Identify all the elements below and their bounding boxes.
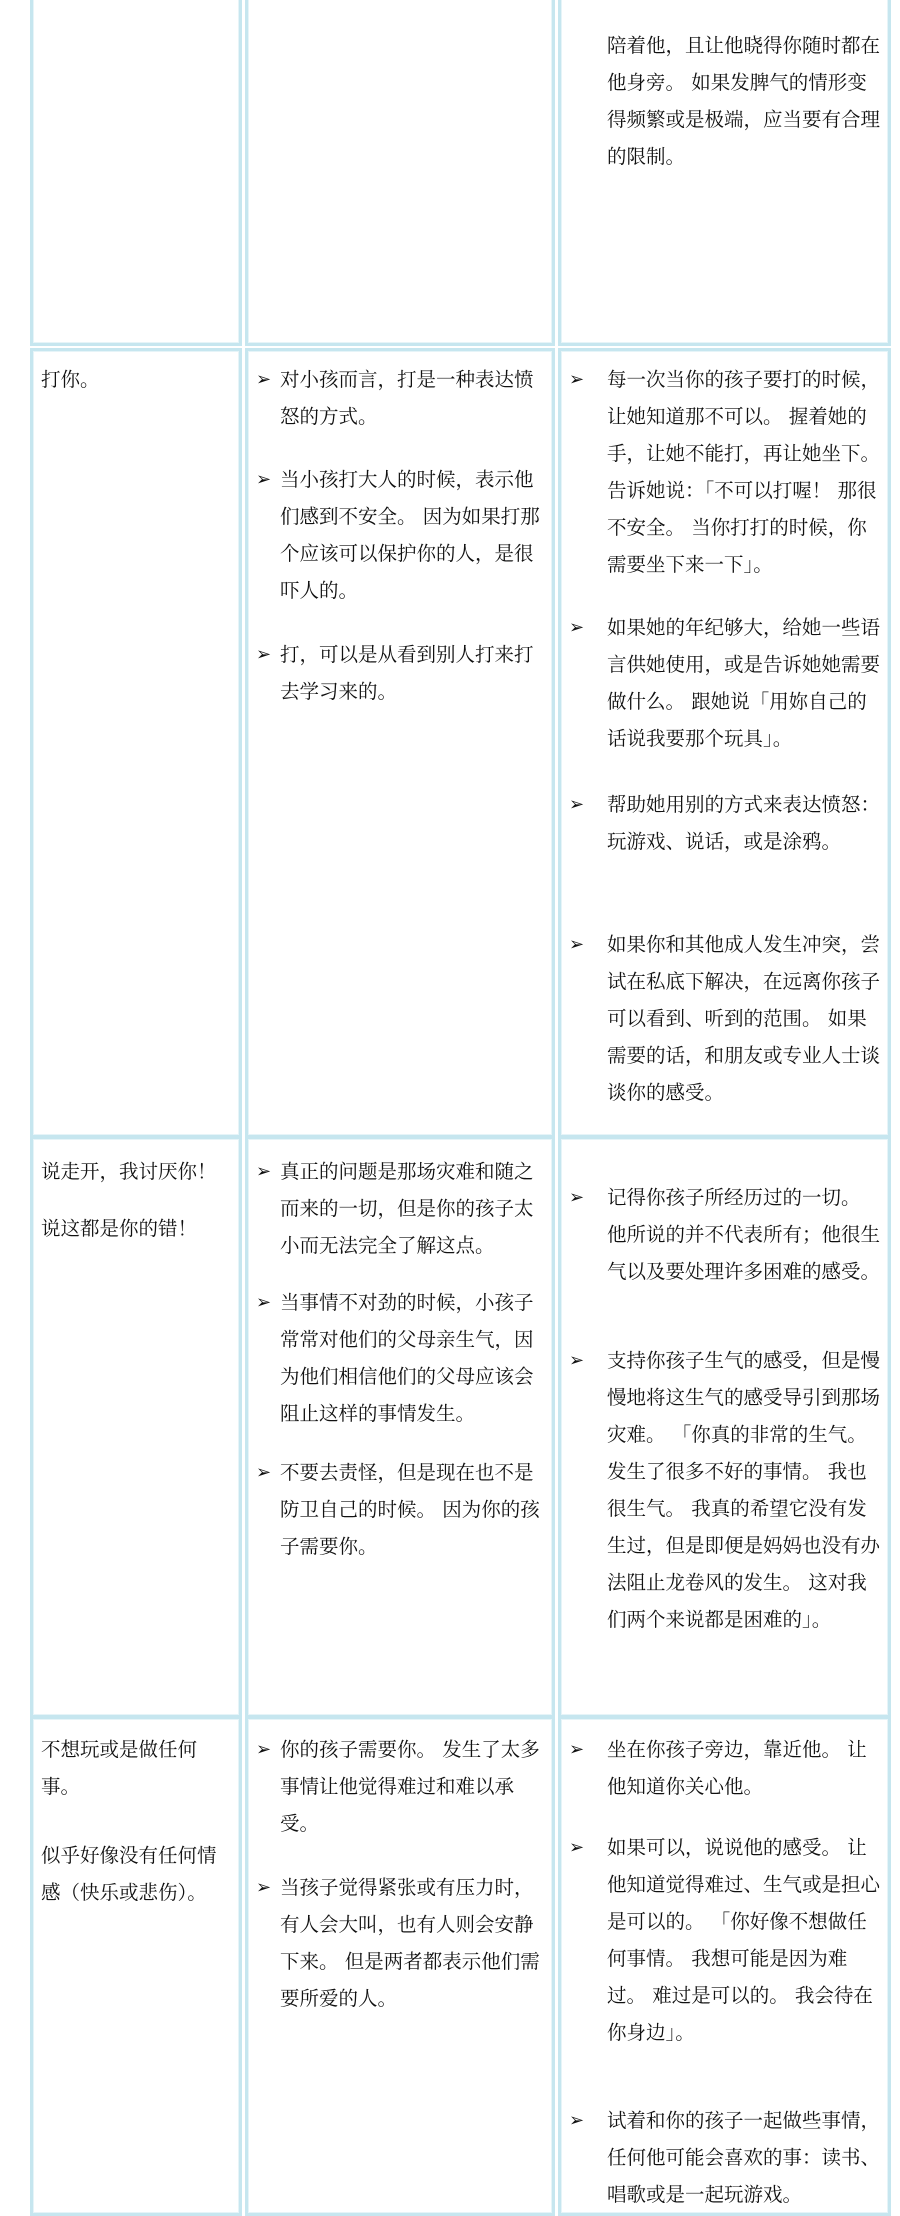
cell-response — [558, 0, 891, 346]
arrow-bullet-icon: ➢ — [569, 1739, 585, 1760]
arrow-bullet-icon: ➢ — [569, 794, 585, 815]
arrow-bullet-icon: ➢ — [256, 1292, 272, 1313]
arrow-bullet-icon: ➢ — [569, 1350, 585, 1371]
arrow-bullet-icon: ➢ — [569, 2110, 585, 2131]
cell-meaning — [245, 348, 555, 1138]
cell-behavior — [30, 348, 242, 1138]
response-text: 每一次当你的孩子要打的时候，让她知道那不可以。 握着她的手，让她不能打，再让她坐下。 告诉她说：「不可以打喔！ 那很不安全。 当你打打的时候，你需要坐下来一下」。 — [607, 368, 881, 576]
meaning-text: 真正的问题是那场灾难和随之而来的一切，但是你的孩子太小而无法完全了解这点。 — [280, 1160, 534, 1257]
cell-meaning — [245, 1136, 555, 1718]
behavior-text: 打你。 — [41, 368, 100, 391]
arrow-bullet-icon: ➢ — [256, 1161, 272, 1182]
behavior-text: 似乎好像没有任何情感（快乐或悲伤）。 — [41, 1844, 217, 1904]
arrow-bullet-icon: ➢ — [569, 1837, 585, 1858]
cell-meaning — [245, 0, 555, 346]
response-text: 支持你孩子生气的感受，但是慢慢地将这生气的感受导引到那场灾难。 「你真的非常的生气。 发生了很多不好的事情。 我也很生气。 我真的希望它没有发生过，但是即便是妈妈也没有办法阻止龙卷风的发生。 这对我们两个来说都是困难的」。 — [607, 1349, 881, 1631]
cell-behavior — [30, 1716, 242, 2216]
table-row — [0, 1716, 900, 2216]
behavior-text: 不想玩或是做任何事。 — [41, 1738, 198, 1798]
response-text: 如果你和其他成人发生冲突，尝试在私底下解决，在远离你孩子可以看到、听到的范围。 如果需要的话，和朋友或专业人士谈谈你的感受。 — [607, 933, 881, 1104]
meaning-text: 当孩子觉得紧张或有压力时，有人会大叫，也有人则会安静下来。 但是两者都表示他们需要所爱的人。 — [280, 1876, 540, 2010]
response-text: 如果可以，说说他的感受。 让他知道觉得难过、生气或是担心是可以的。 「你好像不想做任何事情。 我想可能是因为难过。 难过是可以的。 我会待在你身边」。 — [607, 1836, 881, 2044]
arrow-bullet-icon: ➢ — [569, 617, 585, 638]
arrow-bullet-icon: ➢ — [569, 934, 585, 955]
response-text: 坐在你孩子旁边，靠近他。 让他知道你关心他。 — [607, 1738, 867, 1798]
arrow-bullet-icon: ➢ — [569, 369, 585, 390]
table-row — [0, 348, 900, 1138]
table-row — [0, 1136, 900, 1718]
behavior-text: 说走开，我讨厌你！ — [41, 1160, 217, 1183]
response-text: 陪着他，且让他晓得你随时都在他身旁。 如果发脾气的情形变得频繁或是极端，应当要有合理的限制。 — [607, 34, 881, 168]
cell-response — [558, 1716, 891, 2216]
cell-response — [558, 348, 891, 1138]
cell-response — [558, 1136, 891, 1718]
meaning-text: 打，可以是从看到别人打来打去学习来的。 — [280, 643, 534, 703]
meaning-text: 不要去责怪，但是现在也不是防卫自己的时候。 因为你的孩子需要你。 — [280, 1461, 540, 1558]
response-text: 记得你孩子所经历过的一切。 他所说的并不代表所有；他很生气以及要处理许多困难的感受。 — [607, 1186, 881, 1283]
response-text: 帮助她用别的方式来表达愤怒：玩游戏、说话，或是涂鸦。 — [607, 793, 881, 853]
arrow-bullet-icon: ➢ — [569, 1187, 585, 1208]
arrow-bullet-icon: ➢ — [256, 469, 272, 490]
arrow-bullet-icon: ➢ — [256, 644, 272, 665]
table-row — [0, 0, 900, 346]
meaning-text: 当小孩打大人的时候，表示他们感到不安全。 因为如果打那个应该可以保护你的人，是很吓人的。 — [280, 468, 540, 602]
arrow-bullet-icon: ➢ — [256, 1739, 272, 1760]
response-text: 试着和你的孩子一起做些事情，任何他可能会喜欢的事：读书、唱歌或是一起玩游戏。 — [607, 2109, 881, 2206]
behavior-text: 说这都是你的错！ — [41, 1217, 198, 1240]
meaning-text: 当事情不对劲的时候，小孩子常常对他们的父母亲生气，因为他们相信他们的父母应该会阻止这样的事情发生。 — [280, 1291, 534, 1425]
cell-meaning — [245, 1716, 555, 2216]
arrow-bullet-icon: ➢ — [256, 1462, 272, 1483]
arrow-bullet-icon: ➢ — [256, 369, 272, 390]
meaning-text: 你的孩子需要你。 发生了太多事情让他觉得难过和难以承受。 — [280, 1738, 540, 1835]
cell-behavior — [30, 1136, 242, 1718]
arrow-bullet-icon: ➢ — [256, 1877, 272, 1898]
response-text: 如果她的年纪够大，给她一些语言供她使用，或是告诉她她需要做什么。 跟她说「用妳自己的话说我要那个玩具」。 — [607, 616, 881, 750]
cell-behavior — [30, 0, 242, 346]
meaning-text: 对小孩而言，打是一种表达愤怒的方式。 — [280, 368, 534, 428]
